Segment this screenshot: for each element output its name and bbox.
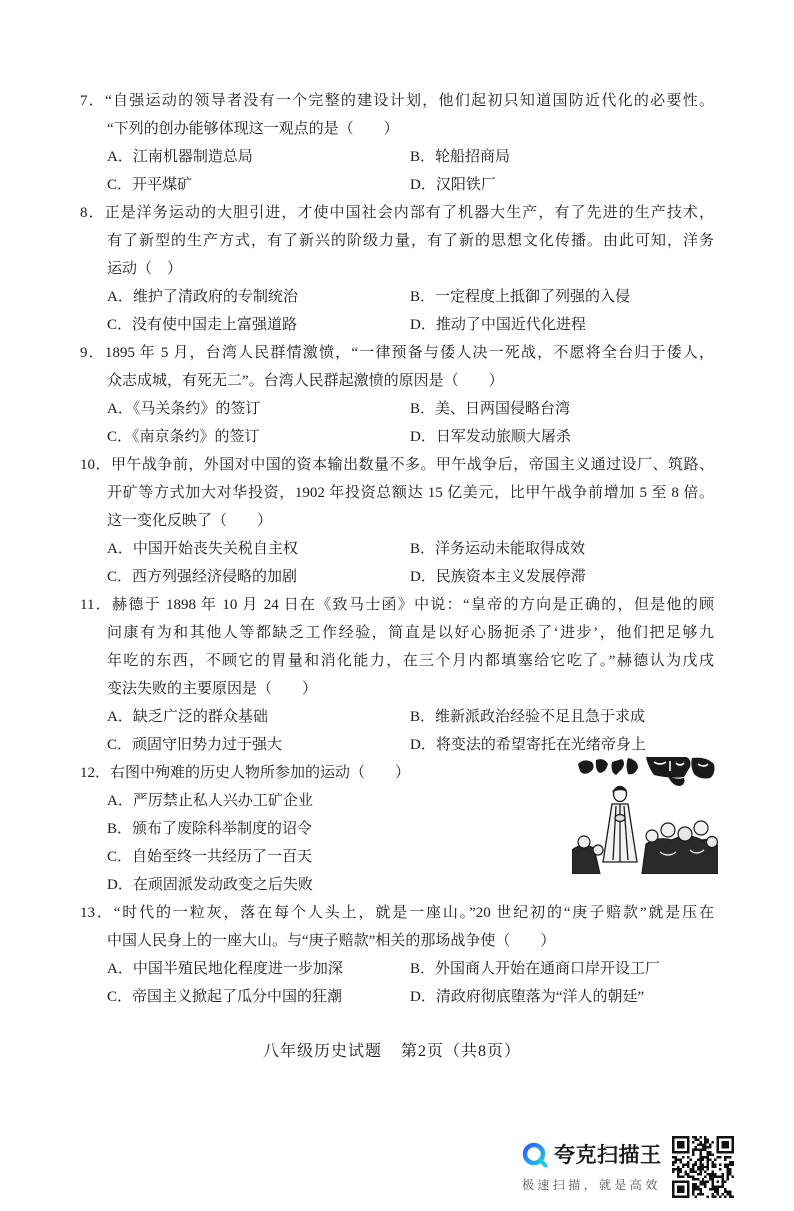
option-c: C．自始至终一共经历了一百天 — [107, 849, 313, 865]
q13-options-ab — [80, 955, 714, 983]
question-number: 12． — [80, 765, 111, 781]
question-number: 13． — [80, 905, 114, 921]
question-number: 9． — [80, 345, 105, 361]
q9-stem-text: 1895 年 5 月，台湾人民群情激愤，“一律预备与倭人决一死战，不愿将全台归于倭人， — [104, 345, 714, 361]
question-10 — [80, 451, 714, 591]
q7-options-ab — [80, 143, 714, 171]
question-number: 7． — [80, 93, 106, 109]
footer-subject: 八年级历史试题 — [263, 1043, 383, 1060]
illustration-standing-figure — [603, 787, 637, 863]
q10-stem-line-1 — [80, 451, 714, 479]
option-a: A．维护了清政府的专制统治 — [107, 289, 298, 305]
option-d: D．在顽固派发动政变之后失败 — [107, 877, 313, 893]
option-b: B．美、日两国侵略台湾 — [410, 401, 571, 417]
q9-stem-line-1 — [80, 339, 714, 367]
q7-options-cd — [80, 171, 714, 199]
option-a: A．江南机器制造总局 — [107, 149, 253, 165]
q10-stem-line-2: 开矿等方式加大对华投资，1902 年投资总额达 15 亿美元，比甲午战争前增加 5 至 8 倍。 — [107, 485, 714, 501]
option-a: A．《马关条约》的签订 — [107, 401, 261, 417]
q11-stem-line-3: 年吃的东西，不顾它的胃量和消化能力，在三个月内都填塞给它吃了。”赫德认为戊戌 — [107, 653, 714, 669]
q7-stem-line-2: “下列的创办能够体现这一观点的是（ ） — [107, 121, 399, 137]
historical-illustration — [572, 754, 718, 874]
question-8 — [80, 199, 714, 339]
option-d: D．民族资本主义发展停滞 — [410, 569, 586, 585]
q10-stem-text: 甲午战争前，外国对中国的资本输出数量不多。甲午战争后，帝国主义通过设厂、筑路、 — [110, 457, 714, 473]
q8-options-cd — [80, 311, 714, 339]
option-a: A．中国半殖民地化程度进一步加深 — [107, 961, 343, 977]
q7-stem-text: “自强运动的领导者没有一个完整的建设计划，他们起初只知道国防近代化的必要性。 — [105, 93, 714, 109]
option-d: D．将变法的希望寄托在光绪帝身上 — [410, 737, 646, 753]
q11-stem-line-1 — [80, 591, 714, 619]
footer-page-number: 第2页（共8页） — [401, 1043, 522, 1060]
option-c: C．《南京条约》的签订 — [107, 429, 260, 445]
option-d: D．清政府彻底堕落为“洋人的朝廷” — [410, 989, 645, 1005]
option-b: B．维新派政治经验不足且急于求成 — [410, 709, 646, 725]
option-b: B．一定程度上抵御了列强的入侵 — [410, 289, 631, 305]
q8-stem-text: 正是洋务运动的大胆引进，才使中国社会内部有了机器大生产，有了先进的生产技术， — [104, 205, 714, 221]
option-c: C．顽固守旧势力过于强大 — [107, 737, 283, 753]
q9-options-ab — [80, 395, 714, 423]
question-11 — [80, 591, 714, 759]
illustration-crowd-right — [642, 821, 718, 874]
scanner-slogan: 极速扫描，就是高效 — [522, 1178, 661, 1192]
q8-options-ab — [80, 283, 714, 311]
question-number: 10． — [80, 457, 111, 473]
illustration-brush-strokes — [578, 757, 715, 786]
option-b: B．外国商人开始在通商口岸开设工厂 — [410, 961, 661, 977]
question-number: 11． — [80, 597, 113, 613]
q12-stem-text: 右图中殉难的历史人物所参加的运动（ ） — [110, 765, 411, 781]
question-13 — [80, 899, 714, 1011]
option-c: C．帝国主义掀起了瓜分中国的狂潮 — [107, 989, 343, 1005]
q11-stem-text: 赫德于 1898 年 10 月 24 日在《致马士函》中说：“皇帝的方向是正确的，但是他的顾 — [112, 597, 714, 613]
illustration-crowd-left — [572, 836, 603, 874]
option-d: D．推动了中国近代化进程 — [410, 317, 586, 333]
q11-stem-line-2: 问康有为和其他人等都缺乏工作经验，简直是以好心肠扼杀了‘进步’，他们把足够九 — [107, 625, 714, 641]
q13-stem-line-1 — [80, 899, 714, 927]
qr-code — [672, 1136, 734, 1198]
q13-stem-line-2: 中国人民身上的一座大山。与“庚子赔款”相关的那场战争使（ ） — [107, 933, 556, 949]
q11-stem-line-4: 变法失败的主要原因是（ ） — [107, 681, 318, 697]
option-c: C．西方列强经济侵略的加剧 — [107, 569, 298, 585]
q9-options-cd — [80, 423, 714, 451]
option-b: B．洋务运动未能取得成效 — [410, 541, 586, 557]
q7-stem-line-1 — [80, 87, 714, 115]
q8-stem-line-2: 有了新型的生产方式，有了新兴的阶级力量，有了新的思想文化传播。由此可知，洋务 — [107, 233, 714, 249]
option-d: D．日军发动旅顺大屠杀 — [410, 429, 571, 445]
option-a: A．缺乏广泛的群众基础 — [107, 709, 268, 725]
q9-stem-line-2: 众志成城，有死无二”。台湾人民群起激愤的原因是（ ） — [107, 373, 504, 389]
option-c: C．开平煤矿 — [107, 177, 193, 193]
option-a: A．严厉禁止私人兴办工矿企业 — [107, 793, 313, 809]
option-a: A．中国开始丧失关税自主权 — [107, 541, 298, 557]
scanner-brand-name: 夸克扫描王 — [554, 1143, 662, 1167]
q10-options-cd — [80, 563, 714, 591]
q11-options-ab — [80, 703, 714, 731]
q13-stem-text: “时代的一粒灰，落在每个人头上，就是一座山。”20 世纪初的“庚子赔款”就是压在 — [113, 905, 714, 921]
option-c: C．没有使中国走上富强道路 — [107, 317, 298, 333]
q10-stem-line-3: 这一变化反映了（ ） — [107, 513, 273, 529]
question-number: 8． — [80, 205, 105, 221]
q10-options-ab — [80, 535, 714, 563]
option-d: D．汉阳铁厂 — [410, 177, 496, 193]
q13-options-cd — [80, 983, 714, 1011]
option-b: B．轮船招商局 — [410, 149, 511, 165]
option-b: B．颁布了废除科举制度的诏令 — [107, 821, 313, 837]
question-9 — [80, 339, 714, 451]
scanner-logo-icon — [521, 1141, 549, 1169]
q8-stem-line-1 — [80, 199, 714, 227]
question-7 — [80, 87, 714, 199]
q8-stem-line-3: 运动（ ） — [107, 261, 183, 277]
